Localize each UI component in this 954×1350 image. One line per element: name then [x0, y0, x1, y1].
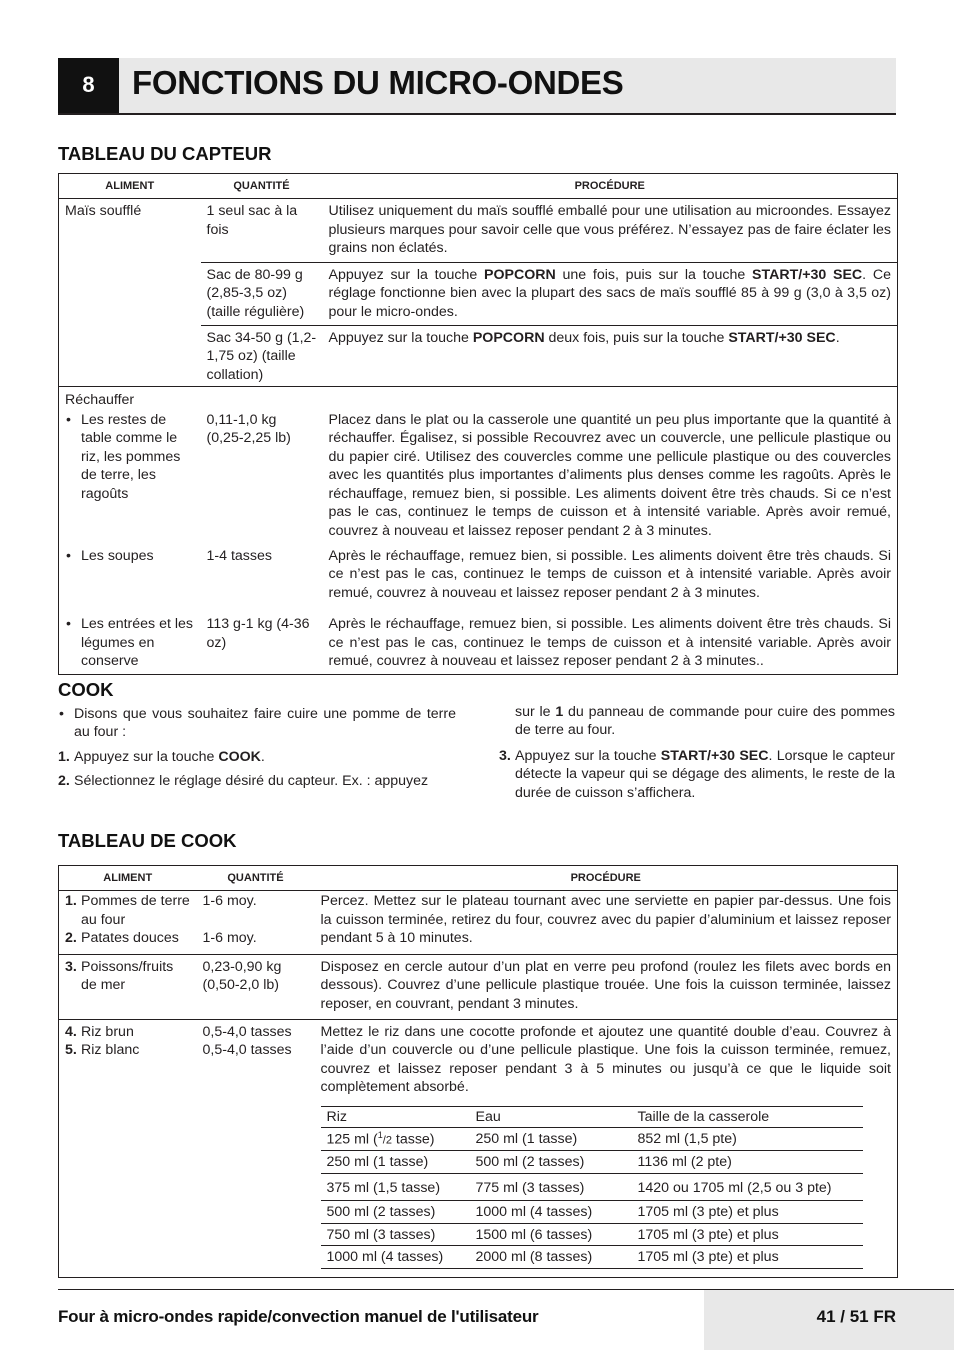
- popcorn-qty-2: Sac de 80-99 g (2,85-3,5 oz) (taille régulière): [201, 262, 323, 325]
- rice-header-dish: Taille de la casserole: [632, 1106, 863, 1127]
- cook-left-column: [58, 705, 456, 797]
- rice-cell: 1000 ml (4 tasses): [470, 1201, 632, 1223]
- popcorn-proc-3: Appuyez sur la touche POPCORN deux fois, puis sur la touche START/+30 SEC.: [323, 326, 898, 387]
- col-header-food: ALIMENT: [59, 174, 201, 199]
- cook-food-1-2: 1. Pommes de terre au four 2. Patates douces: [65, 893, 190, 947]
- cook-proc-4-5: Mettez le riz dans une cocotte profonde et ajoutez une quantité double d’eau. Couvrez à l’aide d’un couvercle ou d’une pellicule plastique. Une fois la cuisson terminée, remuez, couvrez et laissez reposer pendant 3 à 5 minutes ou jusqu’à ce que le liquide soit complètement absorbé. Riz Eau Taille de la casserole 125 ml ($^1$/2 tasse) 250 ml (1 tasse) 852 ml (1,5 pte) 250 ml (1 tasse) 500 ml (2 tasses) 1136 ml (2 pte) 375 ml (1,5 tasse) 775 ml (3 tasses) 1420 ou 1705 ml (2,5 ou 3 pte) 500 ml (2 tasses) 1000 ml (4 tasses) 1705 ml (3 pte) et plus 750 ml (3 tasses) 1500 ml (6 tasses) 1705 ml (3 pte) et plus 1000 ml (4 tasses) 2000 ml (8 tasses) 1705 ml (3 pte) et plus: [315, 1020, 898, 1278]
- popcorn-proc-2: Appuyez sur la touche POPCORN une fois, puis sur la touche START/+30 SEC. Ce réglage fonctionne bien avec la plupart des sacs de maïs soufflé 85 à 99 g (3,0 à 3,5 oz) pour le micro-ondes.: [323, 262, 898, 325]
- cook-right-column: [499, 703, 895, 808]
- rice-cell: 125 ml ($^1$/2 tasse): [321, 1128, 470, 1151]
- reheat-proc-1: Placez dans le plat ou la casserole une quantité un peu plus importante que la quantité à réchauffer. Égalisez, si possible Recouvrez avec un couvercle, une pellicule plastique ou du papier ciré. Utilisez des couvercles comme une pellicule plastique ou des couvercles avec les quantités plus importantes d’aliments plus denses comme les ragoûts. Après le réchauffage, remuez bien, si possible. Les aliments doivent être très chauds. Si ce n’est pas le cas, continuez le temps de cuisson et à intensité variable. Après avoir remué, couvrez à nouveau et laissez reposer pendant 2 à 3 minutes.: [328, 411, 891, 539]
- rice-cell: 250 ml (1 tasse): [470, 1128, 632, 1151]
- reheat-qty-1: 0,11-1,0 kg (0,25-2,25 lb): [206, 411, 291, 447]
- cook-food-3: 3. Poissons/fruits de mer: [59, 954, 197, 1019]
- rice-cell: 500 ml (2 tasses): [321, 1201, 470, 1223]
- sensor-table-heading: TABLEAU DU CAPTEUR: [58, 143, 272, 164]
- rice-cell: 1000 ml (4 tasses): [321, 1246, 470, 1268]
- cook-food-4-5: 4. Riz brun 5. Riz blanc: [59, 1020, 197, 1278]
- popcorn-qty-1: 1 seul sac à la fois: [206, 203, 298, 238]
- reheat-qty-2: 1-4 tasses: [206, 548, 272, 564]
- chapter-header: [58, 58, 896, 115]
- rice-cell: 775 ml (3 tasses): [470, 1173, 632, 1200]
- col-header-quantity: QUANTITÉ: [197, 866, 315, 891]
- cook-step-2: 2. Sélectionnez le réglage désiré du capteur. Ex. : appuyez: [58, 773, 429, 790]
- cook-heading: COOK: [58, 679, 114, 700]
- cook-step-3: 3. Appuyez sur la touche START/+30 SEC. Lorsque le capteur détecte la vapeur qui se dégage des aliments, le reste de la durée de cuisson s’affichera.: [499, 747, 895, 801]
- chapter-number: 8: [58, 58, 119, 113]
- cook-step-1: 1. Appuyez sur la touche COOK.: [58, 748, 265, 765]
- rice-cell: 1705 ml (3 pte) et plus: [632, 1201, 863, 1223]
- footer-title: Four à micro-ondes rapide/convection manuel de l'utilisateur: [58, 1307, 539, 1326]
- reheat-food-2: • Les soupes: [66, 548, 154, 564]
- rice-cell: 2000 ml (8 tasses): [470, 1246, 632, 1268]
- cook-intro: • Disons que vous souhaitez faire cuire une pomme de terre au four :: [59, 706, 456, 741]
- rice-cell: 375 ml (1,5 tasse): [321, 1173, 470, 1200]
- popcorn-proc-1: Utilisez uniquement du maïs soufflé emballé pour une utilisation au microondes. Essayez plusieurs marques pour savoir celle que vous préférez. N’essayez pas de faire éclater les grains non éclatés.: [328, 203, 891, 257]
- sensor-table: [58, 173, 898, 675]
- cook-proc-1-2: Percez. Mettez sur le plateau tournant avec une serviette en papier par-dessus. Une fois la cuisson terminée, retirez du four, couvrez avec du papier d’aluminium et laissez reposer pendant 5 à 10 minutes.: [320, 893, 891, 947]
- reheat-qty-3: 113 g-1 kg (4-36 oz): [206, 616, 310, 651]
- reheat-proc-3: Après le réchauffage, remuez bien, si possible. Les aliments doivent être très chauds. Si ce n’est pas le cas, continuez le temps de cuisson et à intensité variable. Après avoir remué, couvrez à nouveau et laissez reposer pendant 2 à 3 minutes..: [328, 616, 891, 670]
- col-header-procedure: PROCÉDURE: [315, 866, 898, 891]
- rice-header-rice: Riz: [321, 1106, 470, 1127]
- rice-cell: 1500 ml (6 tasses): [470, 1223, 632, 1245]
- chapter-title: FONCTIONS DU MICRO-ONDES: [132, 64, 624, 101]
- col-header-quantity: QUANTITÉ: [201, 174, 323, 199]
- popcorn-food: Maïs soufflé: [65, 203, 142, 220]
- rice-cell: 1420 ou 1705 ml (2,5 ou 3 pte): [632, 1173, 863, 1200]
- rice-cell: 750 ml (3 tasses): [321, 1223, 470, 1245]
- cook-proc-3: Disposez en cercle autour d’un plat en verre peu profond (roulez les filets avec bords en dessous). Couvrez d’une pellicule plastique trouée. Une fois la cuisson terminée, laissez reposer, en couvrant, pendant 3 minutes.: [315, 954, 898, 1019]
- rice-cell: 250 ml (1 tasse): [321, 1151, 470, 1173]
- rice-cell: 1705 ml (3 pte) et plus: [632, 1223, 863, 1245]
- cook-table-heading: TABLEAU DE COOK: [58, 830, 237, 851]
- rice-cell: 1705 ml (3 pte) et plus: [632, 1246, 863, 1268]
- rice-header-water: Eau: [470, 1106, 632, 1127]
- rice-cell: 852 ml (1,5 pte): [632, 1128, 863, 1151]
- cook-qty-4-5: 0,5-4,0 tasses 0,5-4,0 tasses: [197, 1020, 315, 1278]
- reheat-proc-2: Après le réchauffage, remuez bien, si possible. Les aliments doivent être très chauds. Si ce n’est pas le cas, continuez le temps de cuisson et à intensité variable. Après avoir remué, couvrez à nouveau et laissez reposer pendant 2 à 3 minutes.: [328, 548, 891, 601]
- reheat-food-1: • Les restes de table comme le riz, les pommes de terre, les ragoûts: [66, 411, 181, 502]
- cook-qty-1-2: 1-6 moy. 1-6 moy.: [202, 893, 257, 946]
- cook-table: [58, 865, 898, 1278]
- cook-qty-3: 0,23-0,90 kg (0,50-2,0 lb): [197, 954, 315, 1019]
- reheat-food-3: • Les entrées et les légumes en conserve: [66, 616, 193, 670]
- popcorn-qty-3: Sac 34-50 g (1,2-1,75 oz) (taille collation): [201, 326, 323, 387]
- col-header-procedure: PROCÉDURE: [323, 174, 898, 199]
- cook-step-2-cont: sur le 1 du panneau de commande pour cuire des pommes de terre au four.: [515, 704, 895, 739]
- rice-water-table: [321, 1106, 863, 1269]
- rice-cell: 500 ml (2 tasses): [470, 1151, 632, 1173]
- col-header-food: ALIMENT: [59, 866, 197, 891]
- reheat-title: Réchauffer: [59, 387, 898, 410]
- page-number: 41 / 51 FR: [816, 1307, 896, 1326]
- rice-cell: 1136 ml (2 pte): [632, 1151, 863, 1173]
